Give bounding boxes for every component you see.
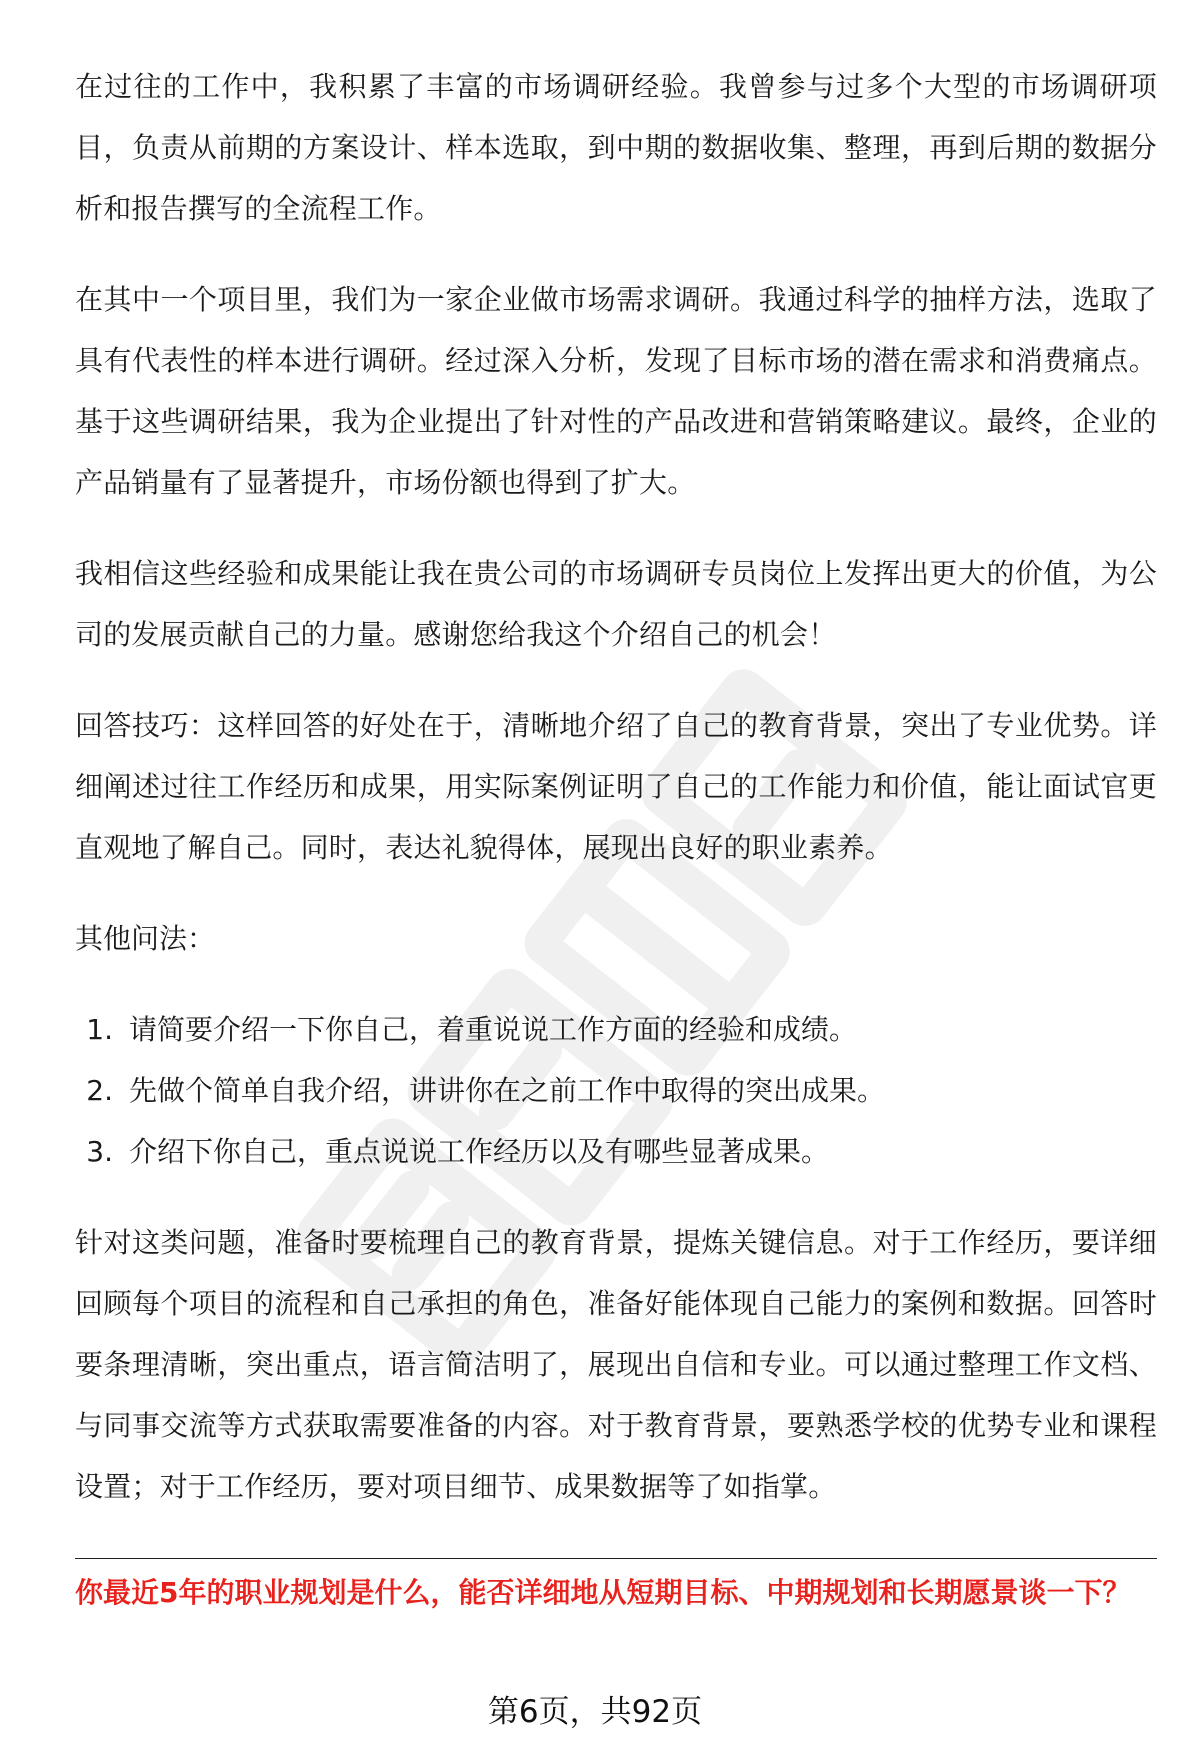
- paragraph-preparation: 针对这类问题，准备时要梳理自己的教育背景，提炼关键信息。对于工作经历，要详细回顾每个项目的流程和自己承担的角色，准备好能体现自己能力的案例和数据。回答时要条理清晰，突出重点，语言简洁明了，展现出自信和专业。可以通过整理工作文档、与同事交流等方式获取需要准备的内容。对于教育背景，要熟悉学校的优势专业和课程设置；对于工作经历，要对项目细节、成果数据等了如指掌。: [75, 1226, 1157, 1503]
- section-divider: [75, 1558, 1157, 1559]
- list-item-number: 2.: [86, 1074, 113, 1107]
- list-item-number: 3.: [86, 1135, 113, 1168]
- list-item-text: 先做个简单自我介绍，讲讲你在之前工作中取得的突出成果。: [129, 1074, 886, 1107]
- alt-questions-list: [75, 999, 1157, 1182]
- list-item: [75, 1121, 1157, 1182]
- list-item: [75, 1060, 1157, 1121]
- paragraph-answer-tips: 回答技巧：这样回答的好处在于，清晰地介绍了自己的教育背景，突出了专业优势。详细阐述过往工作经历和成果，用实际案例证明了自己的工作能力和价值，能让面试官更直观地了解自己。同时，表达礼貌得体，展现出良好的职业素养。: [75, 709, 1157, 864]
- list-item-number: 1.: [86, 1013, 113, 1046]
- alt-questions-label: 其他问法：: [75, 922, 216, 955]
- list-item-text: 介绍下你自己，重点说说工作经历以及有哪些显著成果。: [129, 1135, 830, 1168]
- list-item-text: 请简要介绍一下你自己，着重说说工作方面的经验和成绩。: [129, 1013, 858, 1046]
- list-item: [75, 999, 1157, 1060]
- paragraph-closing: 我相信这些经验和成果能让我在贵公司的市场调研专员岗位上发挥出更大的价值，为公司的发展贡献自己的力量。感谢您给我这个介绍自己的机会！: [75, 557, 1157, 651]
- page-number: 第6页，共92页: [487, 1694, 703, 1730]
- next-question-heading: 你最近5年的职业规划是什么，能否详细地从短期目标、中期规划和长期愿景谈一下？: [75, 1576, 1131, 1609]
- paragraph-project-case: 在其中一个项目里，我们为一家企业做市场需求调研。我通过科学的抽样方法，选取了具有代表性的样本进行调研。经过深入分析，发现了目标市场的潜在需求和消费痛点。基于这些调研结果，我为企业提出了针对性的产品改进和营销策略建议。最终，企业的产品销量有了显著提升，市场份额也得到了扩大。: [75, 283, 1157, 499]
- main-content: [75, 56, 1157, 1547]
- paragraph-experience: 在过往的工作中，我积累了丰富的市场调研经验。我曾参与过多个大型的市场调研项目，负责从前期的方案设计、样本选取，到中期的数据收集、整理，再到后期的数据分析和报告撰写的全流程工作。: [75, 70, 1157, 225]
